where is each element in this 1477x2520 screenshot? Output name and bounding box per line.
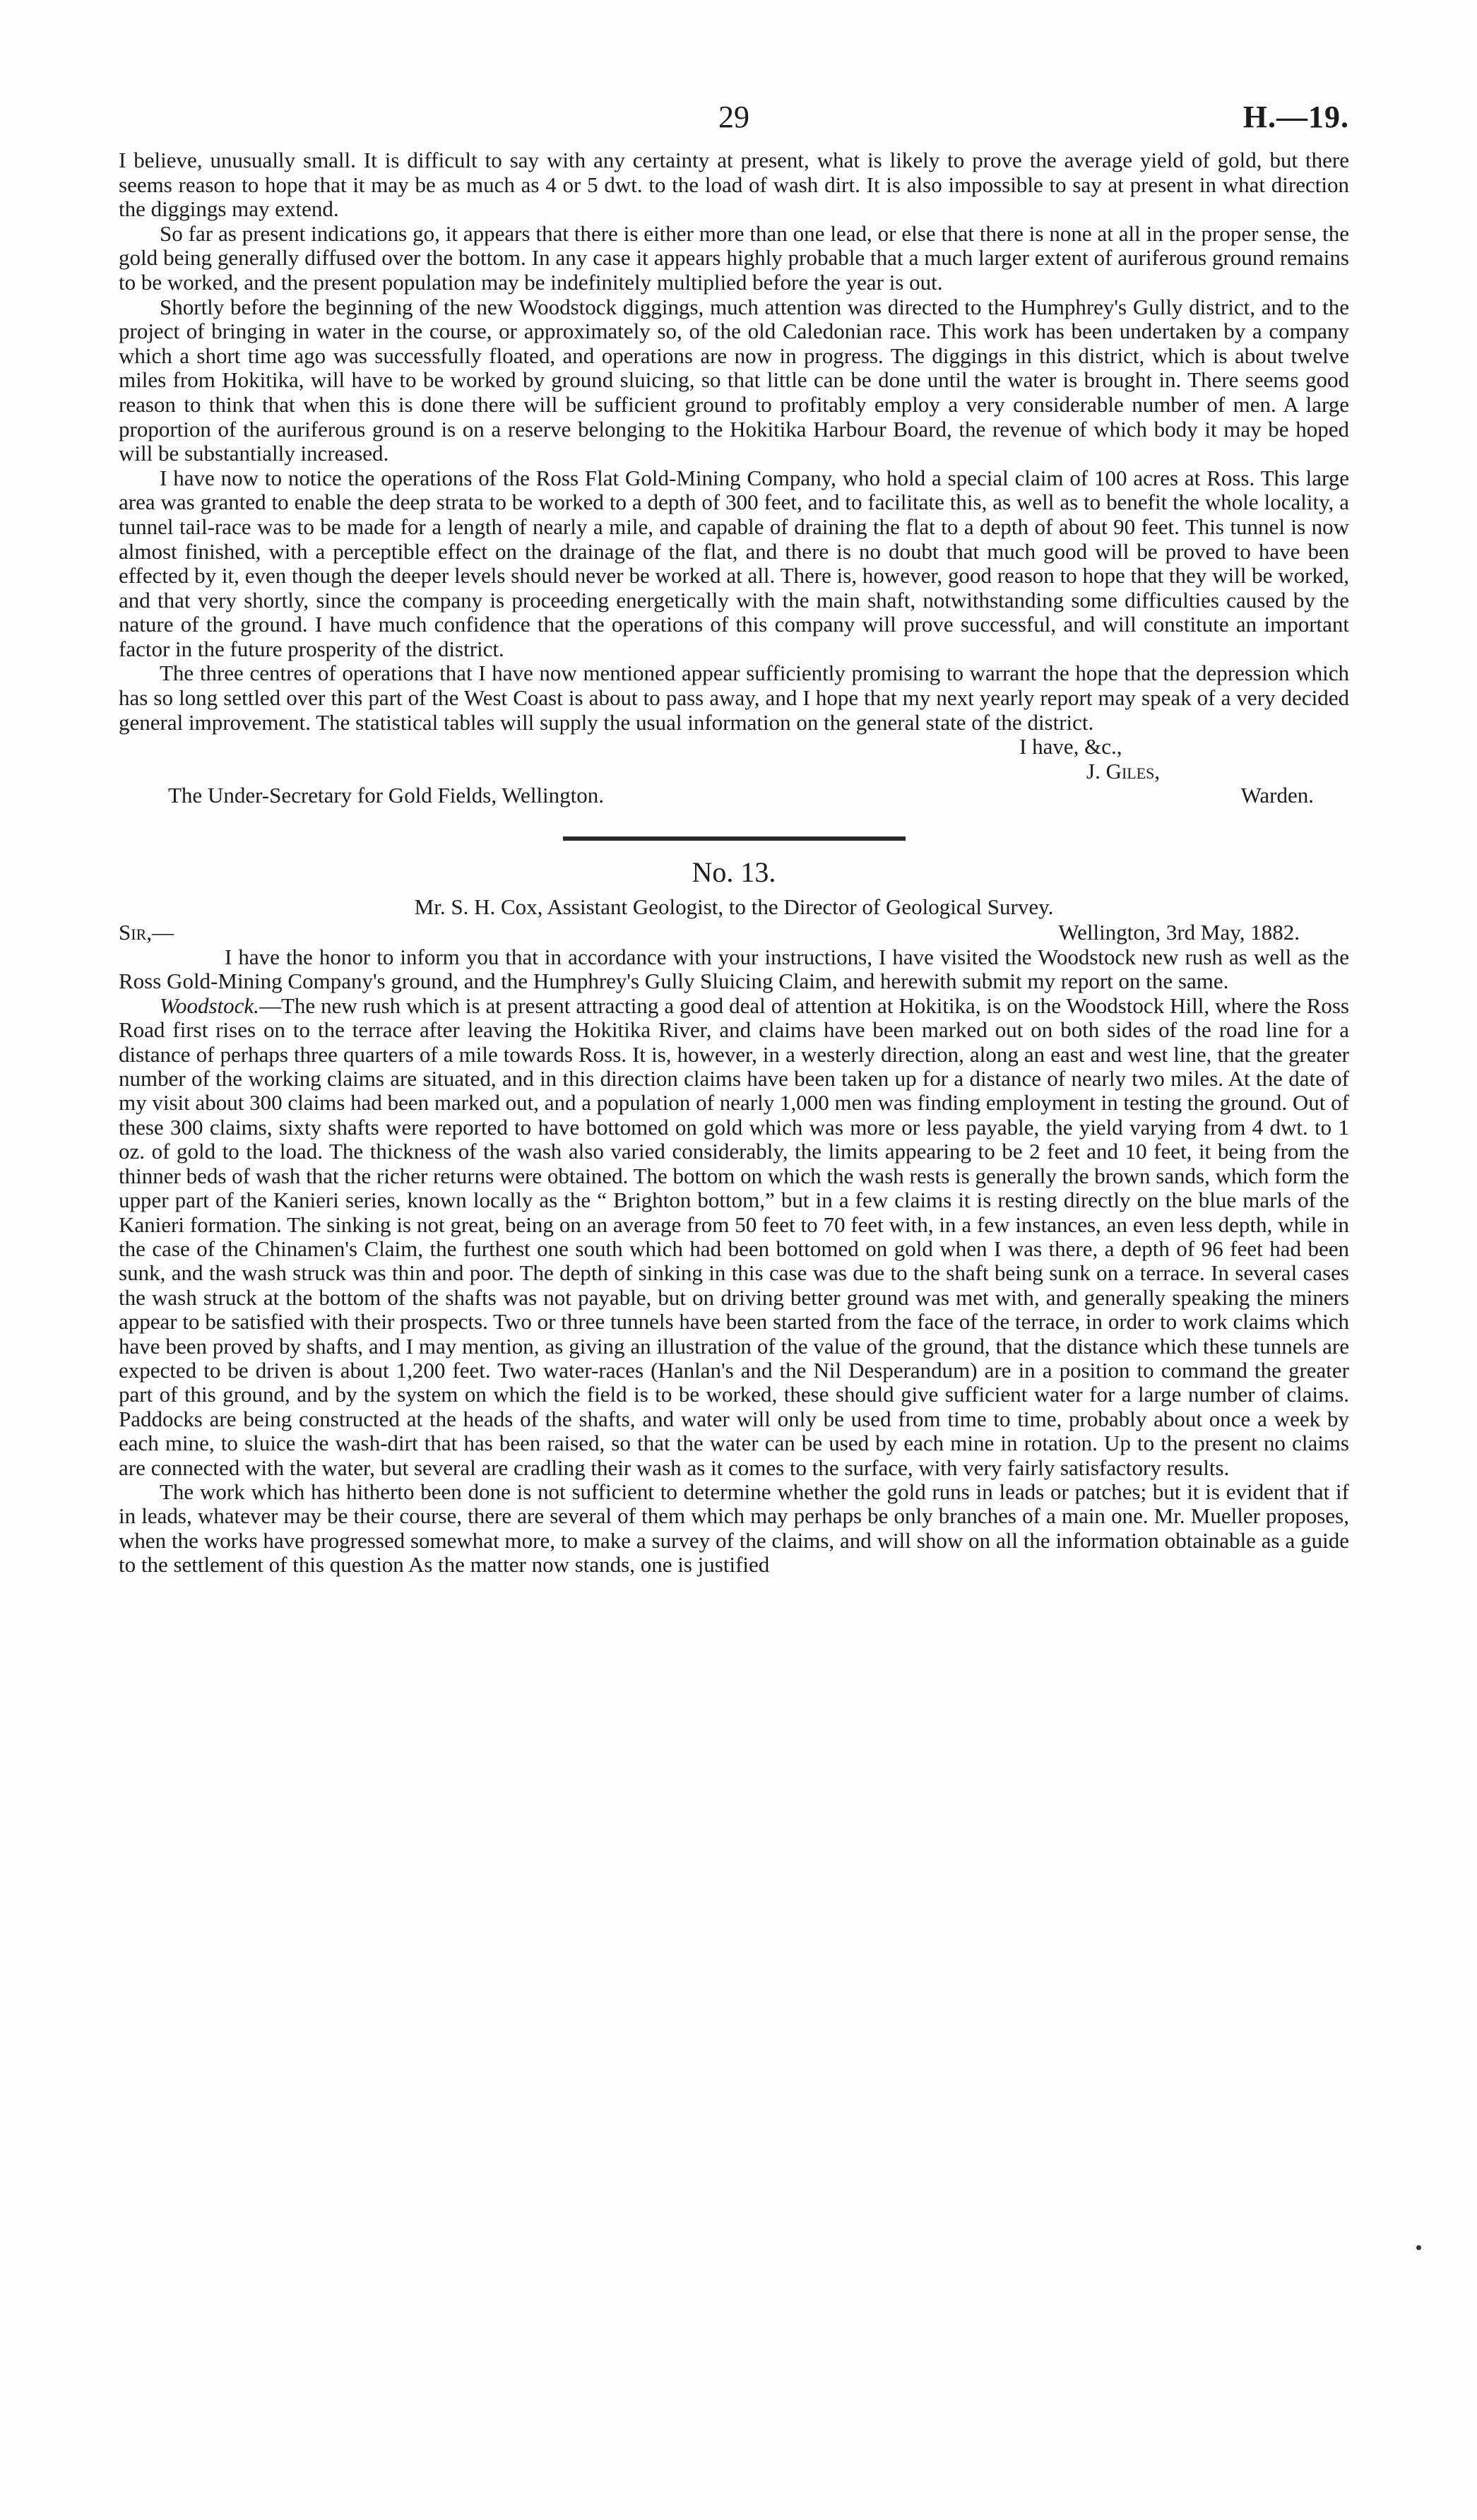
section-subtitle [119, 894, 1349, 920]
document-page [119, 99, 1349, 1578]
document-reference: H.—19. [1242, 100, 1349, 134]
paragraph: I believe, unusually small. It is difficult to say with any certainty at present, what is likely to prove the average yield of gold, but there seems reason to hope that it may be as much as 4 or 5 dwt. to the load of wash dirt. It is also impossible to say at present in what direction the diggings may extend. [119, 148, 1349, 222]
page-header [119, 99, 1349, 148]
signer-title: Warden. [1240, 783, 1314, 808]
salutation-line [119, 920, 1349, 945]
paragraph: I have the honor to inform you that in accordance with your instructions, I have visited the Woodstock new rush as well as the Ross Gold-Mining Company's ground, and the Humphrey's Gully Sluicing Claim, and herewith submit my report on the same. [119, 945, 1349, 994]
paragraph [119, 994, 1349, 1480]
subtitle-text: Mr. S. H. Cox, Assistant Geologist, to the Director of Geological Survey. [414, 894, 1054, 920]
paragraph: The work which has hitherto been done is not sufficient to determine whether the gold runs in leads or patches; but it is evident that if in leads, whatever may be their course, there are several of them which may perhaps be only branches of a main one. Mr. Mueller proposes, when the works have progressed somewhat more, to make a survey of the claims, and will show on all the information obtainable as a guide to the settlement of this question As the matter now stands, one is justified [119, 1479, 1349, 1578]
paragraph: So far as present indications go, it appears that there is either more than one lead, or else that there is none at all in the proper sense, the gold being generally diffused over the bottom. In any case it appears highly probable that a much larger extent of auriferous ground remains to be worked, and the present population may be indefinitely multiplied before the year is out. [119, 220, 1349, 295]
addressee: The Under-Secretary for Gold Fields, Wellington. [168, 783, 605, 808]
letter-body [119, 148, 1349, 735]
letter-closing [119, 735, 1349, 808]
page-number: 29 [718, 100, 749, 134]
signature: J. Giles, [1086, 758, 1161, 783]
report-body [119, 945, 1349, 1578]
margin-dot [1416, 2245, 1421, 2250]
paragraph: The three centres of operations that I have now mentioned appear sufficiently promising to warrant the hope that the depression which has so long settled over this part of the West Coast is about to pass away, and I hope that my next yearly report may speak of a very decided general improvement. The statistical tables will supply the usual information on the general state of the district. [119, 661, 1349, 735]
closing-phrase: I have, &c., [1019, 734, 1122, 759]
paragraph: I have now to notice the operations of the Ross Flat Gold-Mining Company, who hold a special claim of 100 acres at Ross. This large area was granted to enable the deep strata to be worked to a depth of 300 feet, and to facilitate this, as well as to benefit the whole locality, a tunnel tail-race was to be made for a length of nearly a mile, and capable of draining the flat to a depth of about 90 feet. This tunnel is now almost finished, with a perceptible effect on the drainage of the flat, and there is no doubt that much good will be proved to have been effected by it, even though the deeper levels should never be worked at all. There is, however, good reason to hope that they will be worked, and that very shortly, since the company is proceeding energetically with the main shaft, notwithstanding some difficulties caused by the nature of the ground. I have much confidence that the operations of this company will prove successful, and will constitute an important factor in the future prosperity of the district. [119, 465, 1349, 661]
paragraph: Shortly before the beginning of the new Woodstock diggings, much attention was directed to the Humphrey's Gully district, and to the project of bringing in water in the course, or approximately so, of the old Caledonian race. This work has been undertaken by a company which a short time ago was successfully floated, and operations are now in progress. The diggings in this district, which is about twelve miles from Hokitika, will have to be worked by ground sluicing, so that little can be done until the water is brought in. There seems good reason to think that when this is done there will be sufficient ground to profitably employ a very considerable number of men. A large proportion of the auriferous ground is on a reserve belonging to the Hokitika Harbour Board, the revenue of which body it may be hoped will be substantially increased. [119, 294, 1349, 466]
paragraph-text: —The new rush which is at present attracting a good deal of attention at Hokitika, is on the Woodstock Hill, where the Ross Road first rises on to the terrace after leaving the Hokitika River, and claims have been marked out on both sides of the road line for a distance of perhaps three quarters of a mile towards Ross. It is, however, in a westerly direction, along an east and west line, that the greater number of the working claims are situated, and in this direction claims have been taken up for a distance of nearly two miles. At the date of my visit about 300 claims had been marked out, and a population of nearly 1,000 men was finding employment in testing the ground. Out of these 300 claims, sixty shafts were reported to have bottomed on gold which was more or less payable, the yield varying from 4 dwt. to 1 oz. of gold to the load. The thickness of the wash also varied considerably, the limits appearing to be 2 feet and 10 feet, it being from the thinner beds of wash that the richer returns were obtained. The bottom on which the wash rests is generally the brown sands, which form the upper part of the Kanieri series, known locally as the “ Brighton bottom,” but in a few claims it is resting directly on the blue marls of the Kanieri formation. The sinking is not great, being on an average from 50 feet to 70 feet with, in a few instances, an even less depth, while in the case of the Chinamen's Claim, the furthest one south which had been bottomed on gold when I was there, a depth of 96 feet had been sunk, and the wash struck was thin and poor. The depth of sinking in this case was due to the shaft being sunk on a terrace. In several cases the wash struck at the bottom of the shafts was not payable, but on driving better ground was met with, and generally speaking the miners appear to be satisfied with their prospects. Two or three tunnels have been started from the face of the terrace, in order to work claims which have been proved by shafts, and I may mention, as giving an illustration of the value of the ground, that the distance which these tunnels are expected to be driven is about 1,200 feet. Two water-races (Hanlan's and the Nil Desperandum) are in a position to command the greater part of this ground, and by the system on which the field is to be worked, these should give sufficient water for a large number of claims. Paddocks are being constructed at the heads of the shafts, and water will only be used from time to time, probably about once a week by each mine, to sluice the wash-dirt that has been raised, so that the water can be used by each mine in rotation. Up to the present no claims are connected with the water, but several are cradling their wash as it comes to the surface, with very fairly satisfactory results. [119, 993, 1349, 1480]
date-line: Wellington, 3rd May, 1882. [1058, 920, 1300, 945]
section-divider [563, 836, 906, 841]
woodstock-heading: Woodstock. [160, 993, 259, 1018]
section-number: No. 13. [692, 856, 776, 889]
salutation: Sir,— [119, 920, 174, 945]
